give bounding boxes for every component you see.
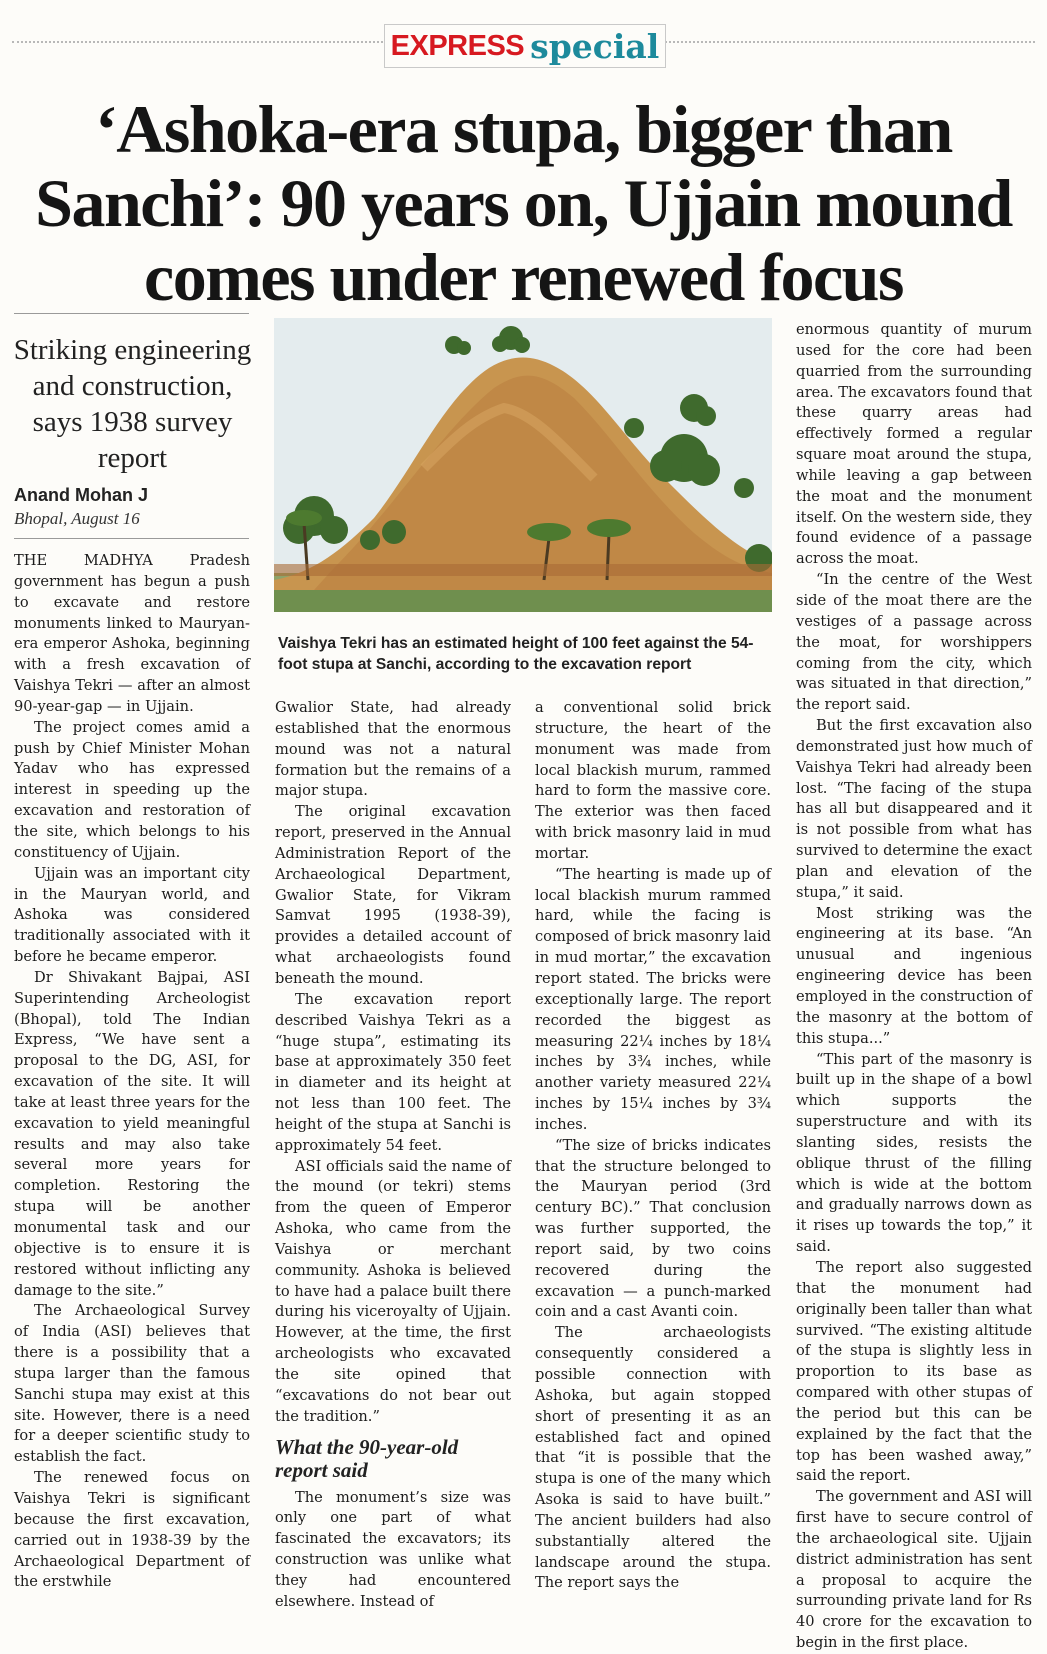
kicker-express: EXPRESS [390,29,525,62]
paragraph: But the first excavation also demonstrated just how much of Vaishya Tekri had already been lost. “The facing of the stupa has all but disappeared and it is not possible from what has survived to determine the exact plan and elevation of the stupa,” it said. [796,717,1032,901]
paragraph: Ujjain was an important city in the Mauryan world, and Ashoka was considered traditionally associated with it before he became emperor. [14,864,250,966]
mound-illustration [274,318,772,612]
article-column-3 [535,698,771,1594]
kicker-special: special [530,26,660,66]
paragraph: The government and ASI will first have to secure control of the archaeological site. Ujjain district administration has sent a proposal to acquire the surrounding private land for Rs 40 crore for the excavation to begin in the first place. [796,1488,1032,1652]
paragraph: a conventional solid brick structure, the heart of the monument was made from local blackish murum, rammed hard to form the massive core. The exterior was then faced with brick masonry laid in mud mortar. [535,699,771,862]
paragraph: The report also suggested that the monument had originally been taller than what survived. “The existing altitude of the stupa is slightly less in proportion to its base as compared with other stupas of the period but this can be explained by the fact that the top has been washed away,” said the report. [796,1258,1032,1485]
paragraph: “This part of the masonry is built up in the shape of a bowl which supports the superstructure and with its slanting sides, resists the oblique thrust of the filling which is wide at the bottom and gradually narrows down as it rises up towards the top,” it said. [796,1050,1032,1256]
paragraph: “The hearting is made up of local blackish murum rammed hard, while the facing is composed of brick masonry laid in mud mortar,” the excavation report stated. The bricks were exceptionally large. The report recorded the biggest as measuring 22¼ inches by 18¼ inches by 3¾ inches, while another variety measured 22¼ inches by 15¼ inches by 3¾ inches. [535,865,771,1133]
byline-author: Anand Mohan J [14,485,148,505]
paragraph: The renewed focus on Vaishya Tekri is significant because the first excavation, carried out in 1938-39 by the Archaeological Department of the erstwhile [14,1469,250,1591]
paragraph: “The size of bricks indicates that the structure belonged to the Mauryan period (3rd century BC).” That conclusion was further supported, the report said, by two coins recovered during the excavation — a punch-marked coin and a cast Avanti coin. [535,1136,771,1321]
article-column-4 [796,320,1032,1654]
subhead-rule-top [14,313,249,314]
paragraph: Dr Shivakant Bajpai, ASI Superintending Archeologist (Bhopal), told The Indian Express, “We have sent a proposal to the DG, ASI, for excavation of the site. It will take at least three years for the excavation to yield meaningful results and may also take several more years for completion. Restoring the stupa will be another monumental task and our objective is to ensure it is restored without inflicting any damage to the site.” [14,968,250,1299]
paragraph: The original excavation report, preserved in the Annual Administration Report of the Archaeological Department, Gwalior State, for Vikram Samvat 1995 (1938-39), provides a detailed account of what archaeologists found beneath the mound. [275,803,511,987]
subhead: Striking engineering and construction, says 1938 survey report [13,334,252,474]
paragraph: “In the centre of the West side of the moat there are the vestiges of a passage across the moat, for worshippers coming from the city, which was situated in that direction,” the report said. [796,571,1032,714]
paragraph: Most striking was the engineering at its base. “An unusual and ingenious engineering device has been employed in the construction of the masonry at the bottom of this stupa...” [796,904,1032,1047]
headline: ‘Ashoka-era stupa, bigger than Sanchi’: 90 years on, Ujjain mound comes under renewed focus [35,91,1012,315]
paragraph: The Archaeological Survey of India (ASI) believes that there is a possibility that a stupa larger than the famous Sanchi stupa may exist at this site. However, there is a need for a deeper scientific study to establish the fact. [14,1302,250,1466]
article-column-2 [275,698,511,1613]
paragraph: ASI officials said the name of the mound (or tekri) stems from the queen of Emperor Ashoka, who came from the Vaishya or merchant community. Ashoka is believed to have had a palace built there during his viceroyalty of Ujjain. However, at the time, the first archeologists who excavated the site opined that “excavations do not bear out the tradition.” [275,1157,511,1425]
mound-photo [274,318,772,612]
subhead-rule-bottom [14,538,249,539]
paragraph: The excavation report described Vaishya Tekri as a “huge stupa”, estimating its base at approximately 350 feet in diameter and its height at not less than 100 feet. The height of the stupa at Sanchi is approximately 54 feet. [275,990,511,1154]
section-kicker [384,24,666,68]
paragraph: The monument’s size was only one part of what fascinated the excavators; its construction was unlike what they had encountered elsewhere. Instead of [275,1488,511,1610]
paragraph: The project comes amid a push by Chief Minister Mohan Yadav who has expressed interest in speeding up the excavation and restoration of the site, which belongs to his constituency of Ujjain. [14,718,250,861]
paragraph: THE MADHYA Pradesh government has begun a push to excavate and restore monuments linked to Mauryan-era emperor Ashoka, beginning with a fresh excavation of Vaishya Tekri — after an almost 90-year-gap — in Ujjain. [14,552,250,715]
article-column-1 [14,551,250,1593]
section-subheading: What the 90-year-old report said [275,1434,459,1482]
paragraph: Gwalior State, had already established that the enormous mound was not a natural formation but the remains of a major stupa. [275,699,511,800]
paragraph: enormous quantity of murum used for the core had been quarried from the surrounding area. The excavators found that these quarry areas had effectively formed a regular square moat around the stupa, while leaving a gap between the moat and the monument itself. On the western side, they found evidence of a passage across the moat. [796,321,1032,568]
byline-dateline: Bhopal, August 16 [14,509,140,528]
photo-caption: Vaishya Tekri has an estimated height of 100 feet against the 54-foot stupa at Sanchi, according to the excavation report [278,635,754,673]
paragraph: The archaeologists consequently considered a possible connection with Ashoka, but again stopped short of presenting it as an established fact and opined that “it is possible that the stupa is one of the many which Asoka is said to have built.” The ancient builders had also substantially altered the landscape around the stupa. The report says the [535,1324,771,1592]
